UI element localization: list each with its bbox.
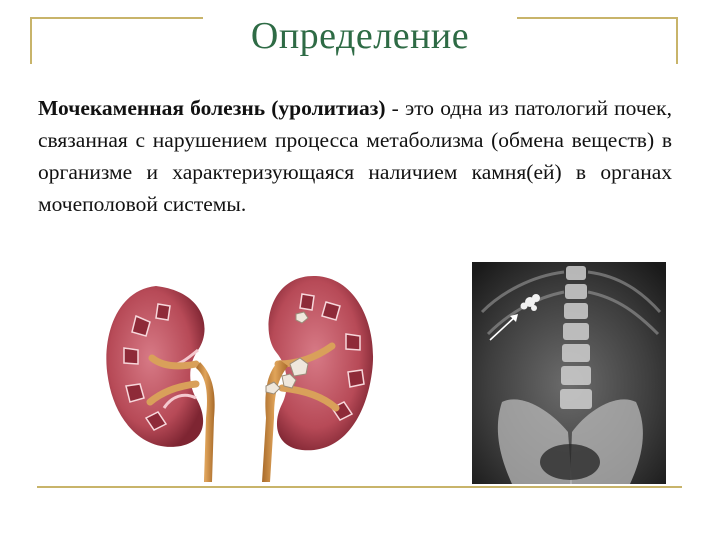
left-kidney [106,286,214,482]
xray-image [472,262,666,484]
slide-title: Определение [250,15,470,57]
definition-paragraph [38,92,672,220]
definition-term: Мочекаменная болезнь (уролитиаз) [38,96,386,120]
frame-line-bottom [37,486,682,488]
definition-text: - это одна из патологий почек, связанная с нарушением процесса метаболизма (обмена веществ) в организме и характеризующаяся наличием камня(ей) в органах мочеполовой системы. [38,96,672,216]
right-kidney [262,276,373,482]
kidney-illustration [96,268,386,484]
